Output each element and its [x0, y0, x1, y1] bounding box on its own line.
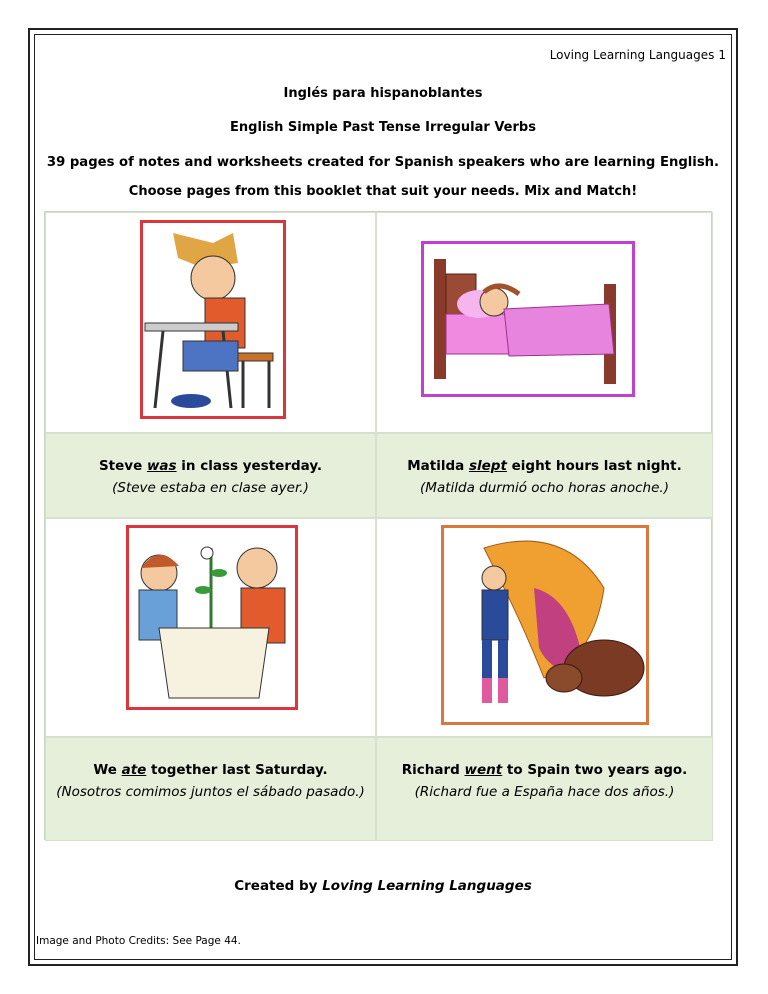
couple-eating-image [126, 525, 298, 710]
page-number: 1 [718, 48, 726, 62]
sentence-english-1: Steve was in class yesterday. [98, 458, 323, 474]
header-title: Loving Learning Languages [549, 48, 715, 62]
created-by-line [34, 878, 732, 894]
bullfighter-image [441, 525, 649, 725]
picture-cell-4 [376, 518, 713, 737]
verb-past-4: went [464, 762, 503, 778]
picture-cell-2 [376, 212, 713, 433]
sentence-spanish-2: (Matilda durmió ocho horas anoche.) [420, 480, 669, 496]
sentence-spanish-3: (Nosotros comimos juntos el sábado pasado.) [56, 784, 365, 800]
verb-past-3: ate [121, 762, 147, 778]
author-name: Loving Learning Languages [322, 878, 532, 894]
title-english: English Simple Past Tense Irregular Verbs [230, 120, 536, 135]
caption-cell-3 [45, 737, 376, 841]
created-by-prefix: Created by [234, 878, 323, 894]
picture-cell-1 [45, 212, 376, 433]
sentence-spanish-4: (Richard fue a España hace dos años.) [414, 784, 675, 800]
picture-cell-3 [45, 518, 376, 737]
caption-cell-1 [45, 433, 376, 518]
caption-cell-2 [376, 433, 713, 518]
dinner-table-icon [129, 528, 295, 707]
bed-icon [424, 244, 632, 394]
boy-writing-icon [143, 223, 283, 416]
page-header [550, 48, 726, 62]
title-spanish: Inglés para hispanoblantes [283, 86, 483, 101]
verb-card-grid [44, 211, 712, 840]
image-credits: Image and Photo Credits: See Page 44. [36, 935, 241, 947]
sentence-english-3: We ate together last Saturday. [93, 762, 328, 778]
verb-past-2: slept [468, 458, 507, 474]
girl-sleeping-image [421, 241, 635, 397]
boy-writing-image [140, 220, 286, 419]
caption-cell-4 [376, 737, 713, 841]
sentence-english-2: Matilda slept eight hours last night. [407, 458, 682, 474]
verb-past-1: was [146, 458, 177, 474]
sentence-english-4: Richard went to Spain two years ago. [401, 762, 688, 778]
bullfighter-icon [444, 528, 646, 722]
subtitle-description: 39 pages of notes and worksheets created for Spanish speakers who are learning English. [46, 155, 720, 170]
sentence-spanish-1: (Steve estaba en clase ayer.) [112, 480, 309, 496]
subtitle-instructions: Choose pages from this booklet that suit your needs. Mix and Match! [128, 184, 638, 199]
